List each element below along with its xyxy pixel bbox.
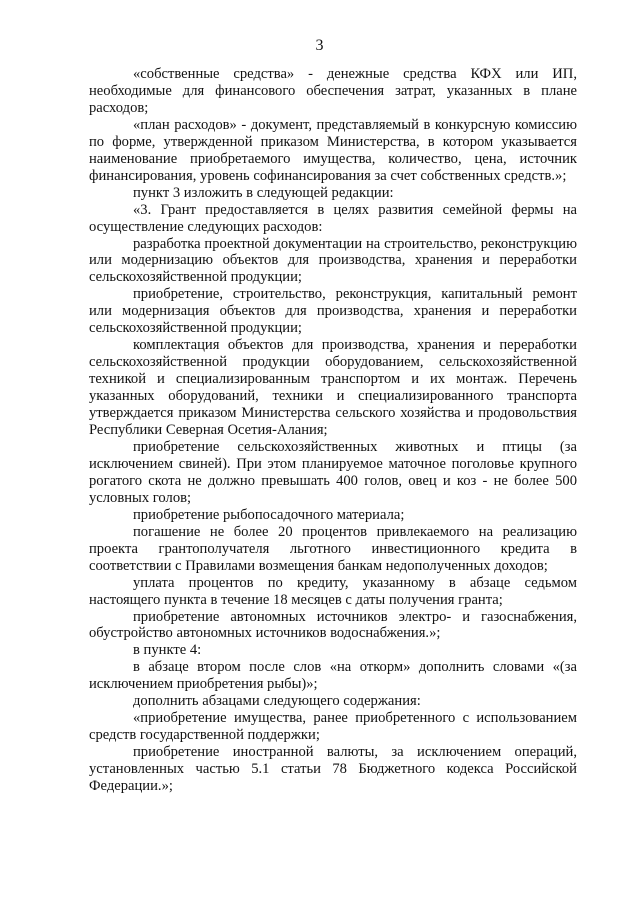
paragraph: пункт 3 изложить в следующей редакции:	[133, 184, 394, 201]
paragraph: приобретение иностранной валюты, за исключением операций, установленных частью 5.1 статьи 78 Бюджетного кодекса Российской Федерации.»;	[89, 744, 577, 795]
paragraph: «собственные средства» - денежные средства КФХ или ИП, необходимые для финансового обеспечения затрат, указанных в плане расходов;	[89, 66, 577, 116]
paragraph: уплата процентов по кредиту, указанному в абзаце седьмом настоящего пункта в течение 18 месяцев с даты получения гранта;	[89, 574, 577, 608]
page-number: 3	[315, 37, 324, 54]
paragraph: в пункте 4:	[133, 642, 202, 659]
paragraph: приобретение автономных источников электро- и газоснабжения, обустройство автономных источников водоснабжения.»;	[89, 608, 577, 642]
paragraph: приобретение, строительство, реконструкция, капитальный ремонт или модернизация объектов для производства, хранения и переработки сельскохозяйственной продукции;	[89, 286, 577, 337]
paragraph: «план расходов» - документ, представляемый в конкурсную комиссию по форме, утвержденной приказом Министерства, в котором указывается наименование приобретаемого имущества, количество, цена, источник финансирования, уровень софинансирования за счет собственных средств.»;	[89, 116, 577, 184]
paragraph: дополнить абзацами следующего содержания:	[133, 693, 421, 710]
paragraph: приобретение рыбопосадочного материала;	[133, 506, 405, 523]
paragraph: комплектация объектов для производства, хранения и переработки сельскохозяйственной продукции оборудованием, сельскохозяйственной техникой и специализированным транспортом и их монтаж. Перечень указанных оборудований, техники и специализированного транспорта утверждается приказом Министерства сельского хозяйства и продовольствия Республики Северная Осетия-Алания;	[89, 337, 577, 439]
document-body	[89, 66, 577, 795]
paragraph: разработка проектной документации на строительство, реконструкцию или модернизацию объектов для производства, хранения и переработки сельскохозяйственной продукции;	[89, 235, 577, 286]
paragraph: «3. Грант предоставляется в целях развития семейной фермы на осуществление следующих расходов:	[89, 201, 577, 235]
paragraph: погашение не более 20 процентов привлекаемого на реализацию проекта грантополучателя льготного инвестиционного кредита в соответствии с Правилами возмещения банкам недополученных доходов;	[89, 523, 577, 574]
paragraph: в абзаце втором после слов «на откорм» дополнить словами «(за исключением приобретения рыбы)»;	[89, 659, 577, 693]
paragraph: «приобретение имущества, ранее приобретенного с использованием средств государственной поддержки;	[89, 710, 577, 744]
paragraph: приобретение сельскохозяйственных животных и птицы (за исключением свиней). При этом планируемое маточное поголовье крупного рогатого скота не должно превышать 400 голов, овец и коз - не более 500 условных голов;	[89, 438, 577, 506]
